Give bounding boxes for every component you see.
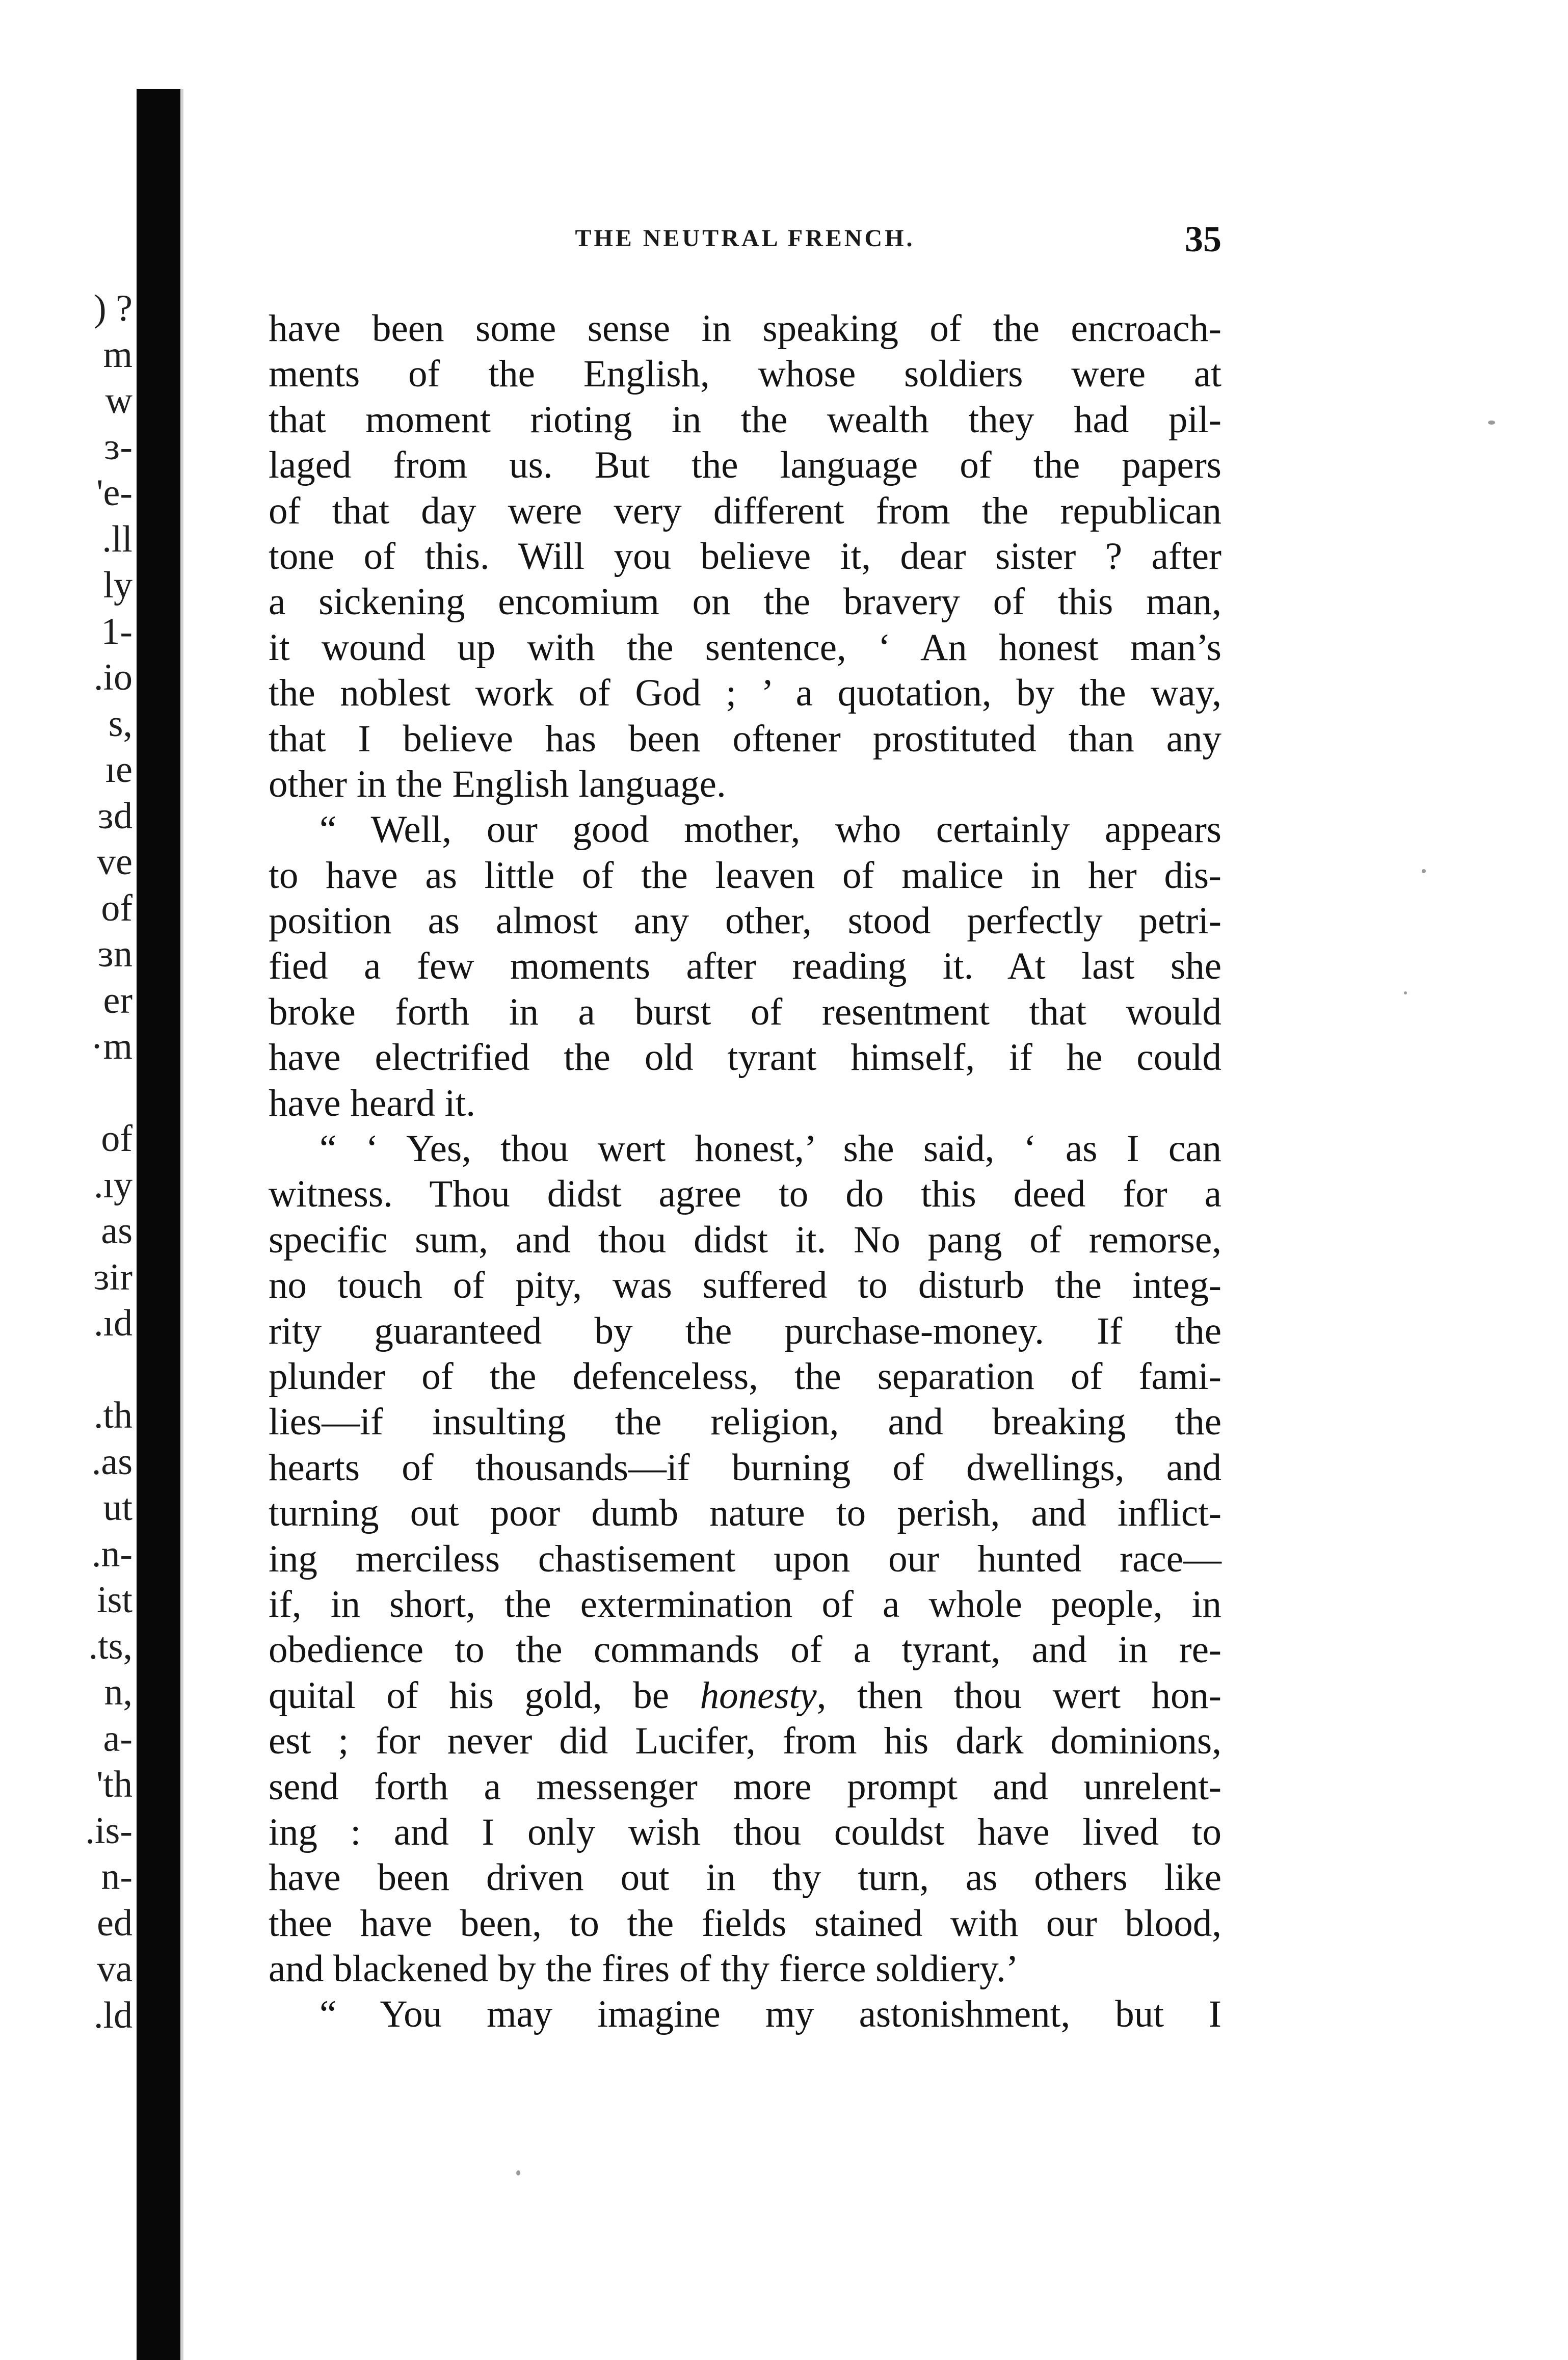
bleed-fragment: as [101, 1210, 132, 1252]
text-line: the noblest work of God ; ’ a quotation, by the way, [269, 672, 1221, 715]
bleed-fragment: m [103, 333, 132, 376]
text-line: have heard it. [269, 1082, 476, 1124]
scan-speck [1422, 869, 1426, 873]
text-line: turning out poor dumb nature to perish, and inflict- [269, 1492, 1221, 1535]
bleed-fragment: 'th [96, 1764, 132, 1805]
text-line: lies—if insulting the religion, and breaking the [269, 1401, 1221, 1444]
text-line: fied a few moments after reading it. At last she [269, 945, 1221, 988]
bleed-fragment: ist [97, 1579, 132, 1621]
bleed-fragment: ɜn [97, 933, 132, 975]
scan-speck [1488, 421, 1495, 425]
bleed-fragment: ·m [90, 1026, 132, 1067]
text-line: broke forth in a burst of resentment that would [269, 990, 1221, 1033]
bleed-fragment: ed [97, 1902, 132, 1944]
text-line: a sickening encomium on the bravery of this man, [269, 581, 1221, 623]
bleed-fragment: s, [108, 702, 132, 745]
bleed-gap [5, 1347, 132, 1393]
bleed-fragment: .ld [93, 1994, 132, 2036]
bleed-fragment: .th [93, 1395, 132, 1436]
text-line: est ; for never did Lucifer, from his dark dominions, [269, 1720, 1221, 1763]
text-run: , then thou wert hon- [816, 1674, 1222, 1717]
binding-edge [180, 89, 183, 2360]
bleed-fragment: n, [104, 1671, 132, 1713]
text-line: no touch of pity, was suffered to disturb the integ- [269, 1264, 1221, 1307]
text-line: have been driven out in thy turn, as others like [269, 1856, 1221, 1899]
text-line: hearts of thousands—if burning of dwellings, and [269, 1446, 1221, 1489]
bleed-fragment: ly [103, 564, 132, 606]
bleed-fragment: er [103, 979, 132, 1021]
bleed-fragment: .ıd [93, 1302, 132, 1344]
text-line: to have as little of the leaven of malice in her dis- [269, 854, 1221, 897]
text-line: “ Well, our good mother, who certainly appears [320, 808, 1221, 851]
body-text [269, 306, 1221, 2037]
text-line: of that day were very different from the republican [269, 489, 1221, 532]
scan-speck [1404, 991, 1407, 994]
bleed-fragment: ) ? [94, 287, 132, 329]
text-line: ing : and I only wish thou couldst have lived to [269, 1811, 1221, 1853]
bleed-fragment: ɜd [97, 795, 132, 837]
text-line: tone of this. Will you believe it, dear sister ? after [269, 535, 1221, 578]
bleed-fragment: w [105, 380, 132, 422]
emphasis-word: honesty [700, 1674, 817, 1717]
text-line: other in the English language. [269, 763, 726, 805]
bleed-fragment: .is- [85, 1810, 132, 1852]
bleed-fragment: .n- [91, 1533, 132, 1575]
text-line: obedience to the commands of a tyrant, and in re- [269, 1629, 1221, 1671]
bleed-fragment: 1- [101, 610, 132, 652]
facing-page-bleed [5, 285, 132, 2038]
text-line: thee have been, to the fields stained with our blood, [269, 1902, 1221, 1945]
text-line: “ ‘ Yes, thou wert honest,’ she said, ‘ as I can [320, 1127, 1221, 1170]
bleed-fragment: ve [97, 841, 132, 883]
text-line: ing merciless chastisement upon our hunted race— [269, 1537, 1221, 1580]
text-run: quital of his gold, be [269, 1674, 670, 1717]
text-line: witness. Thou didst agree to do this deed for a [269, 1173, 1221, 1216]
bleed-fragment: .io [93, 657, 132, 698]
bleed-fragment: .ll [102, 518, 132, 560]
text-line: “ You may imagine my astonishment, but I [320, 1993, 1221, 2036]
bleed-fragment: 'e- [96, 472, 132, 514]
text-line: ments of the English, whose soldiers were at [269, 353, 1221, 396]
bleed-fragment: of [101, 887, 132, 929]
running-title: THE NEUTRAL FRENCH. [575, 225, 915, 252]
bleed-fragment: .ıy [93, 1164, 132, 1206]
text-line: have electrified the old tyrant himself, if he could [269, 1036, 1221, 1079]
bleed-fragment: va [97, 1948, 132, 1990]
bleed-fragment: a- [103, 1717, 132, 1760]
text-line: have been some sense in speaking of the encroach- [269, 307, 1221, 350]
bleed-fragment: n- [101, 1856, 132, 1898]
bleed-gap [5, 1070, 132, 1116]
text-line: plunder of the defenceless, the separation of fami- [269, 1355, 1221, 1398]
text-line: specific sum, and thou didst it. No pang of remorse, [269, 1218, 1221, 1261]
bleed-fragment: ıe [105, 749, 132, 791]
scan-speck [516, 2170, 520, 2175]
text-line: that moment rioting in the wealth they had pil- [269, 398, 1221, 441]
bleed-fragment: ɜ- [104, 426, 132, 468]
text-line: that I believe has been oftener prostituted than any [269, 717, 1221, 760]
bleed-fragment: of [101, 1118, 132, 1160]
text-line: laged from us. But the language of the papers [269, 444, 1221, 487]
binding-shadow [137, 89, 180, 2360]
text-line [269, 1673, 1221, 1718]
text-line: rity guaranteed by the purchase-money. If the [269, 1309, 1221, 1352]
bleed-fragment: ɜir [93, 1256, 132, 1298]
text-line: and blackened by the fires of thy fierce soldiery.’ [269, 1948, 1019, 1990]
text-line: send forth a messenger more prompt and unrelent- [269, 1765, 1221, 1808]
page-number: 35 [1185, 219, 1221, 259]
bleed-fragment: .as [91, 1440, 132, 1483]
running-head [269, 218, 1221, 264]
bleed-fragment: .ts, [88, 1625, 132, 1667]
text-line: if, in short, the extermination of a whole people, in [269, 1583, 1221, 1625]
bleed-fragment: ut [103, 1487, 132, 1529]
text-line: position as almost any other, stood perfectly petri- [269, 900, 1221, 942]
text-line: it wound up with the sentence, ‘ An honest man’s [269, 626, 1221, 669]
